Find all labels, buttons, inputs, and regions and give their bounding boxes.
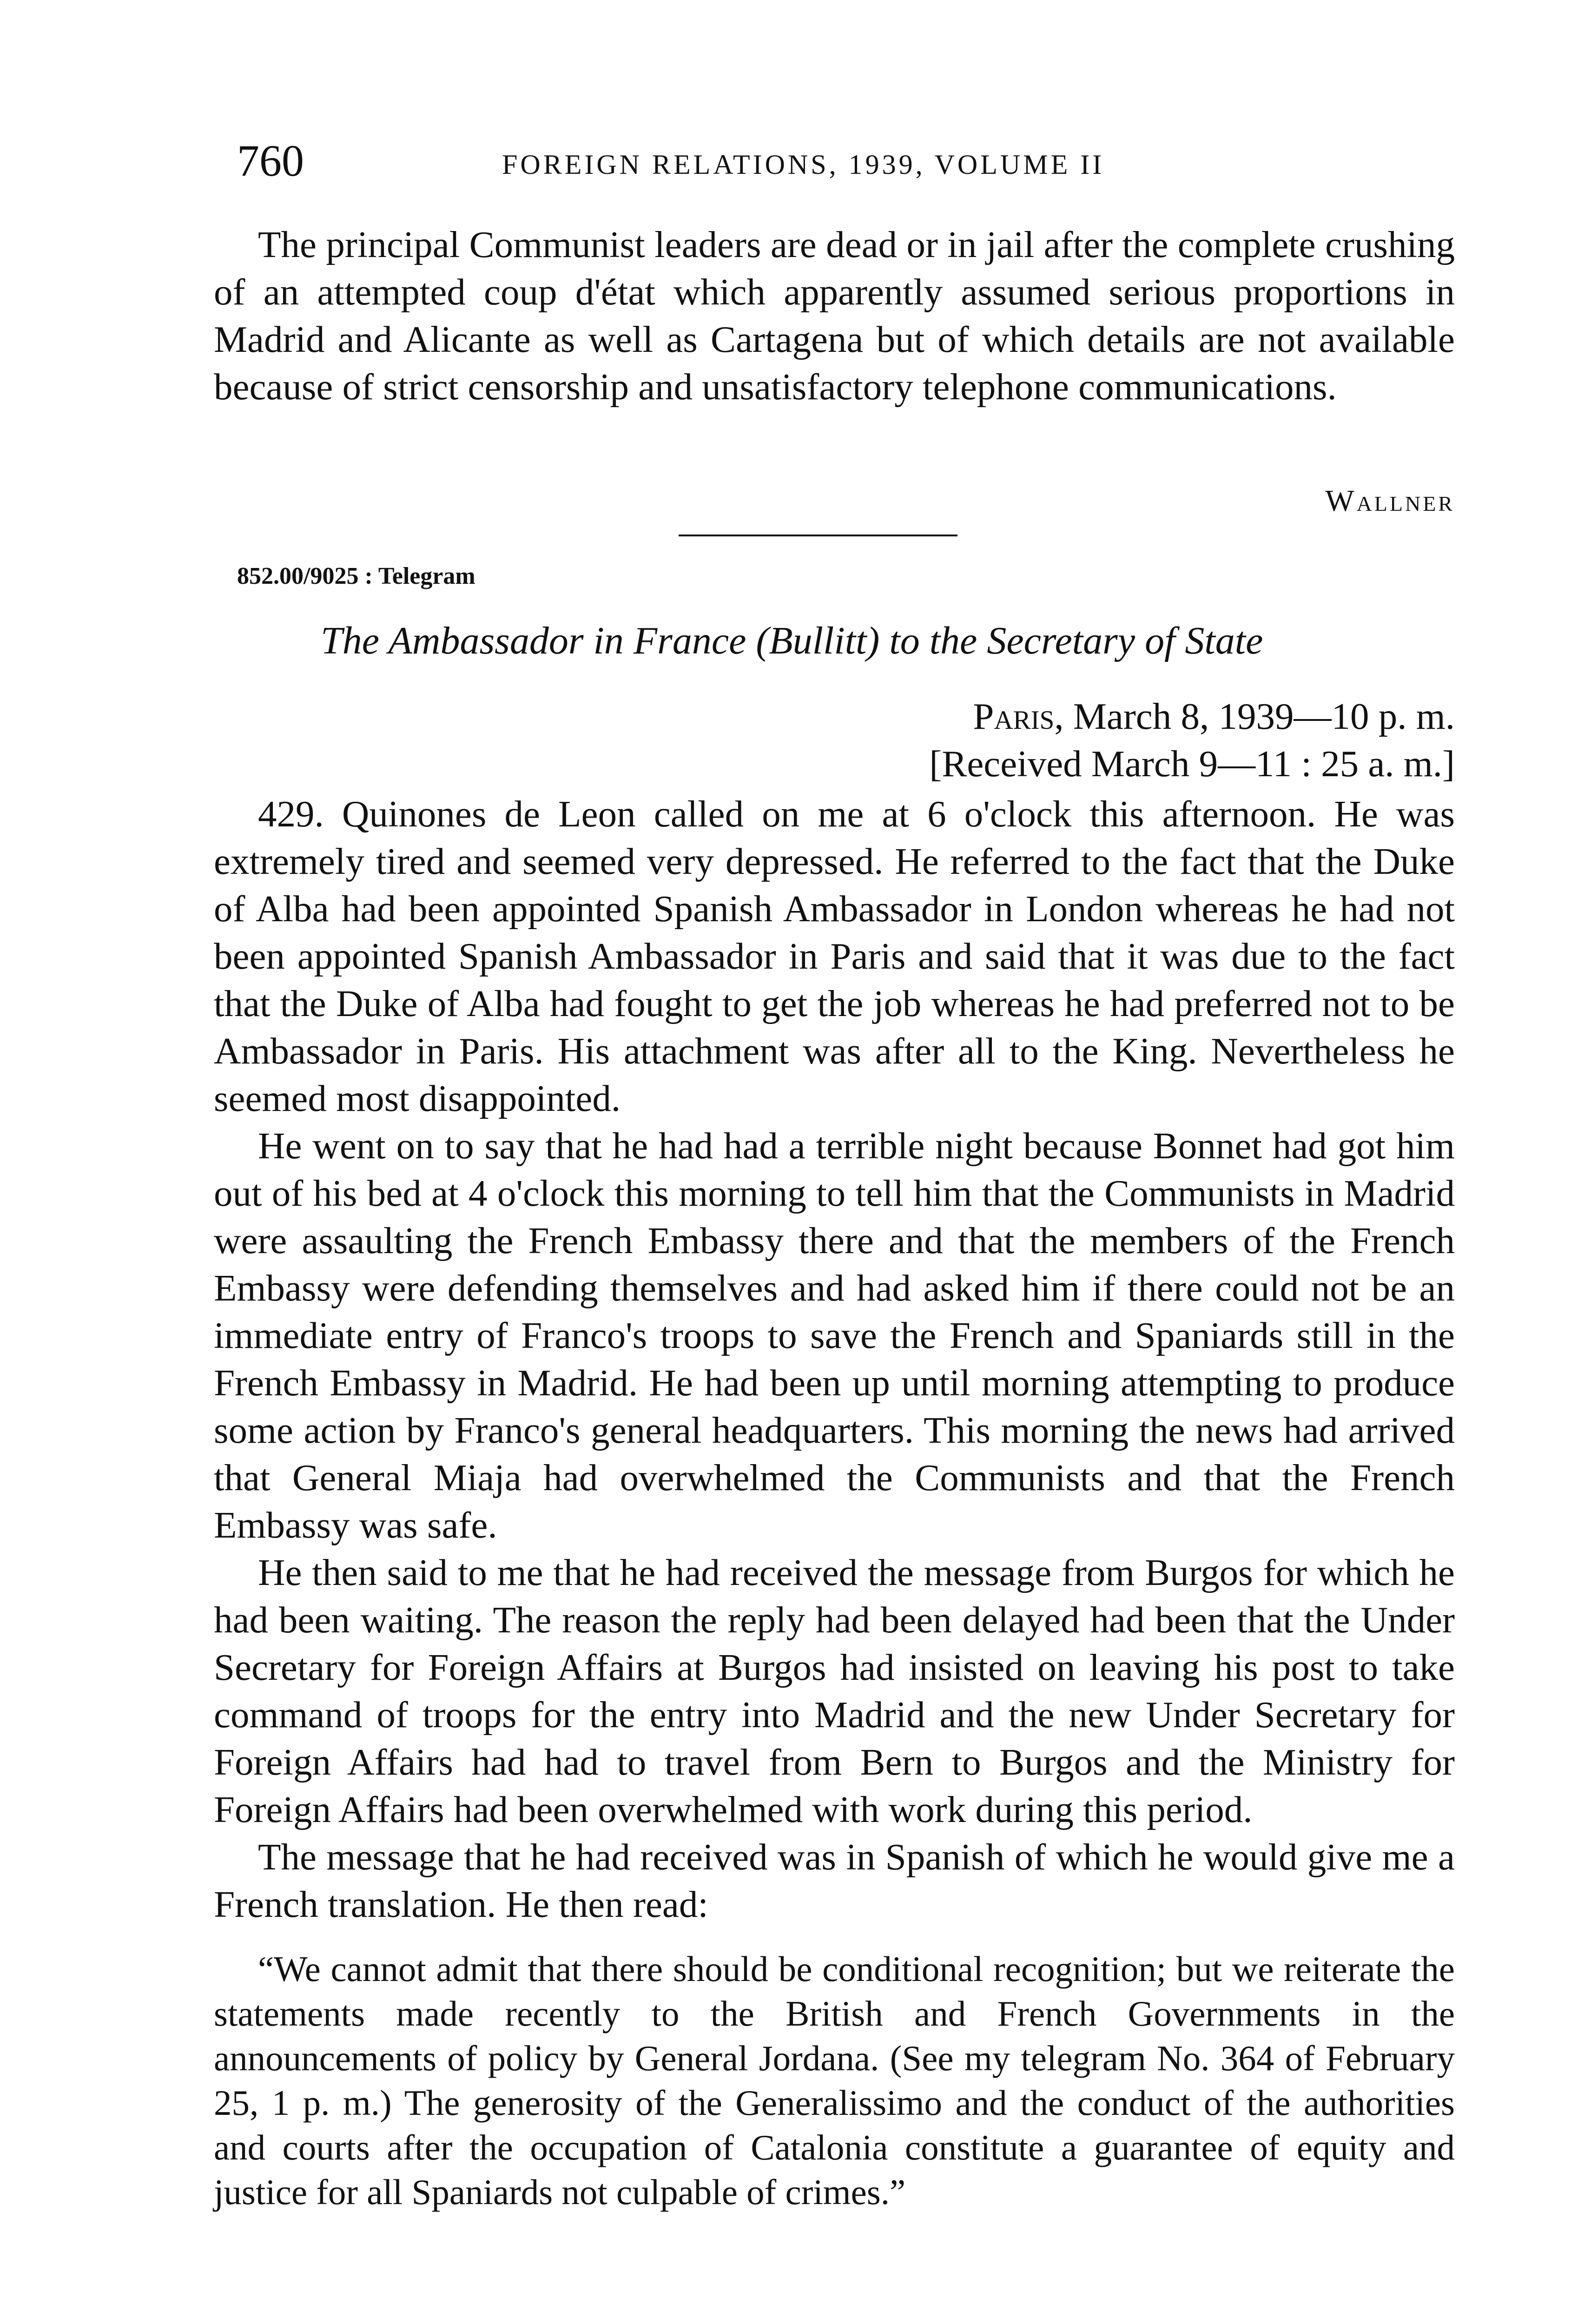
paragraph: He then said to me that he had received the message from Burgos for which he had been waiting. The reason the reply had been delayed had been that the Under Secretary for Foreign Affairs at Burgos had insisted on leaving his post to take command of troops for the entry into Madrid and the new Under Secretary for Foreign Affairs had had to travel from Bern to Burgos and the Ministry for Foreign Affairs had been overwhelmed with work during this period. bbox=[214, 1552, 1455, 1830]
previous-document-text bbox=[214, 221, 1455, 410]
page-number: 760 bbox=[237, 136, 304, 185]
received-line: [Received March 9—11 : 25 a. m.] bbox=[929, 743, 1455, 785]
telegram-body bbox=[214, 790, 1455, 2214]
dateline-place: Paris bbox=[973, 695, 1055, 737]
signature: Wallner bbox=[1325, 484, 1455, 518]
document-heading: The Ambassador in France (Bullitt) to the Secretary of State bbox=[321, 619, 1263, 662]
dateline-date: , March 8, 1939—10 p. m. bbox=[1054, 695, 1455, 737]
dateline bbox=[929, 693, 1455, 787]
sent-line bbox=[929, 693, 1455, 740]
page-header bbox=[237, 135, 1446, 200]
paragraph: The principal Communist leaders are dead or in jail after the complete crushing of an attempted coup d'état which apparently assumed serious proportions in Madrid and Alicante as well as Cartagena but of which details are not available because of strict censorship and unsatisfactory telephone communications. bbox=[214, 224, 1455, 408]
section-divider bbox=[679, 535, 957, 536]
paragraph: 429. Quinones de Leon called on me at 6 o'clock this afternoon. He was extremely tired and seemed very depressed. He referred to the fact that the Duke of Alba had been appointed Spanish Ambassador in London whereas he had not been appointed Spanish Ambassador in Paris and said that it was due to the fact that the Duke of Alba had fought to get the job whereas he had preferred not to be Ambassador in Paris. His attachment was after all to the King. Nevertheless he seemed most disappointed. bbox=[214, 793, 1455, 1119]
running-head: FOREIGN RELATIONS, 1939, VOLUME II bbox=[502, 149, 1105, 180]
paragraph: The message that he had received was in Spanish of which he would give me a French translation. He then read: bbox=[214, 1836, 1455, 1925]
block-quote: “We cannot admit that there should be conditional recognition; but we reiterate the statements made recently to the British and French Governments in the announcements of policy by General Jordana. (See my telegram No. 364 of February 25, 1 p. m.) The generosity of the Generalissimo and the conduct of the authorities and courts after the occupation of Catalonia constitute a guarantee of equity and justice for all Spaniards not culpable of crimes.” bbox=[214, 1949, 1455, 2212]
paragraph: He went on to say that he had had a terrible night because Bonnet had got him out of his bed at 4 o'clock this morning to tell him that the Communists in Madrid were assaulting the French Embassy there and that the members of the French Embassy were defending themselves and had asked him if there could not be an immediate entry of Franco's troops to save the French and Spaniards still in the French Embassy in Madrid. He had been up until morning attempting to produce some action by Franco's general headquarters. This morning the news had arrived that General Miaja had overwhelmed the Communists and that the French Embassy was safe. bbox=[214, 1125, 1455, 1546]
file-reference: 852.00/9025 : Telegram bbox=[237, 563, 475, 589]
